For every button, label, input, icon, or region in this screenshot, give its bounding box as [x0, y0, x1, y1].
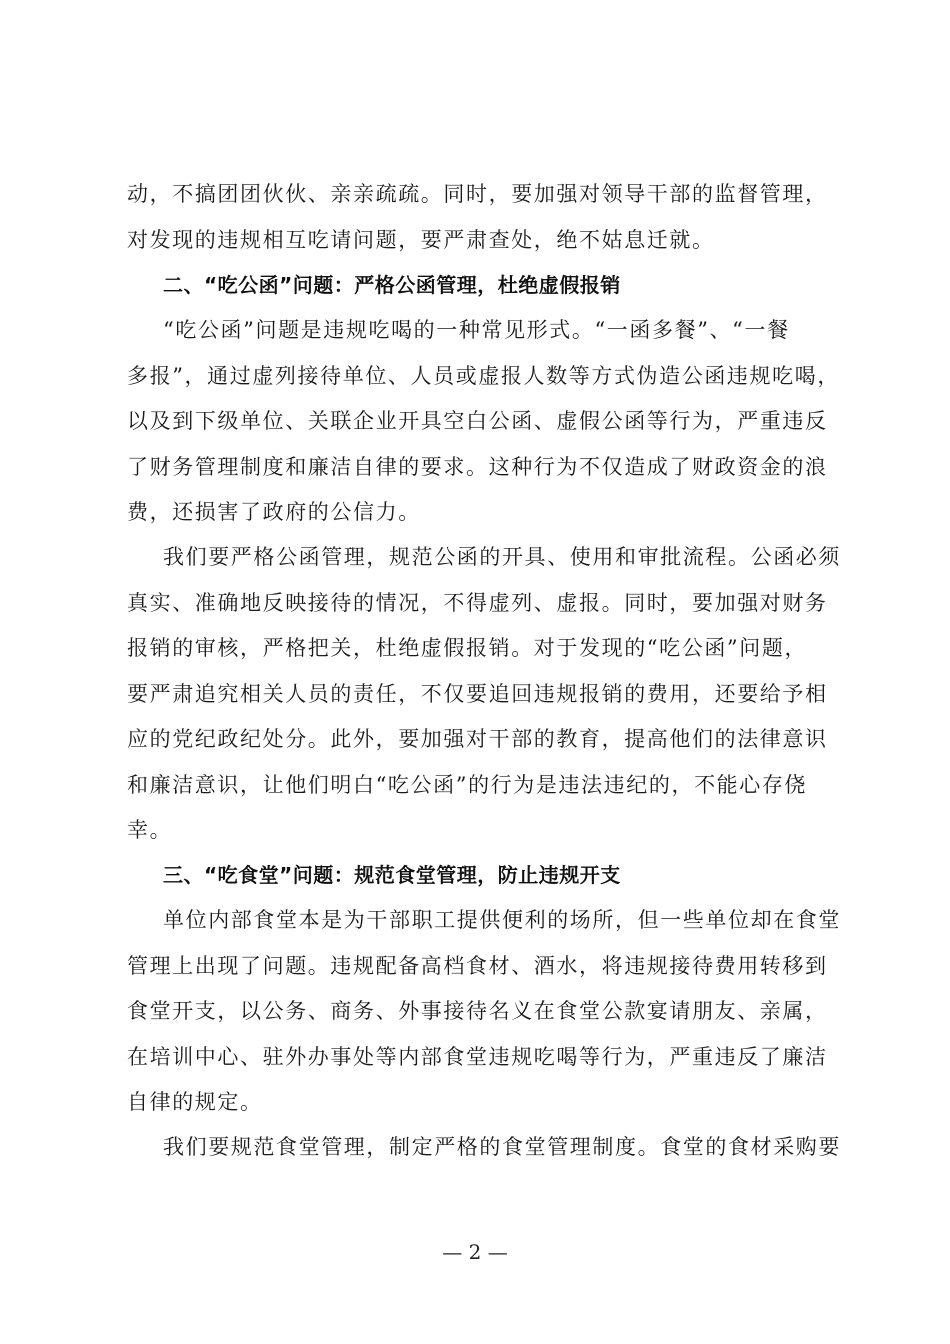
body-text-line: 和廉洁意识，让他们明白“吃公函”的行为是违法违纪的，不能心存侥 [127, 773, 808, 797]
section-heading-3: 三、“吃食堂”问题：规范食堂管理，防止违规开支 [163, 863, 621, 887]
body-text-line: 应的党纪政纪处分。此外，要加强对干部的教育，提高他们的法律意识 [127, 727, 828, 751]
body-text-line: 真实、准确地反映接待的情况，不得虚列、虚报。同时，要加强对财务 [127, 591, 828, 615]
body-text-line: 在培训中心、驻外办事处等内部食堂违规吃喝等行为，严重违反了廉洁 [127, 1045, 828, 1069]
body-text-line: 食堂开支，以公务、商务、外事接待名义在食堂公款宴请朋友、亲属， [127, 999, 828, 1023]
body-text-line: 多报”，通过虚列接待单位、人员或虚报人数等方式伪造公函违规吃喝， [127, 364, 840, 388]
body-text-line: 了财务管理制度和廉洁自律的要求。这种行为不仅造成了财政资金的浪 [127, 455, 828, 479]
body-text-line: 动，不搞团团伙伙、亲亲疏疏。同时，要加强对领导干部的监督管理， [127, 182, 828, 206]
body-text-line: 费，还损害了政府的公信力。 [127, 500, 421, 524]
body-text-line: 对发现的违规相互吃请问题，要严肃查处，绝不姑息迁就。 [127, 228, 715, 252]
body-text-line: 以及到下级单位、关联企业开具空白公函、虚假公函等行为，严重违反 [127, 409, 828, 433]
body-text-line: 要严肃追究相关人员的责任，不仅要追回违规报销的费用，还要给予相 [127, 682, 828, 706]
body-text-line: 我们要规范食堂管理，制定严格的食堂管理制度。食堂的食材采购要 [163, 1135, 841, 1159]
body-text-line: 幸。 [127, 818, 173, 842]
body-text-line: “吃公函”问题是违规吃喝的一种常见形式。“一函多餐”、“一餐 [163, 318, 790, 342]
body-text-line: 管理上出现了问题。违规配备高档食材、酒水，将违规接待费用转移到 [127, 954, 828, 978]
section-heading-2: 二、“吃公函”问题：严格公函管理，杜绝虚假报销 [163, 273, 621, 297]
body-text-line: 我们要严格公函管理，规范公函的开具、使用和审批流程。公函必须 [163, 545, 841, 569]
body-text-line: 自律的规定。 [127, 1090, 263, 1114]
body-text-line: 报销的审核，严格把关，杜绝虚假报销。对于发现的“吃公函”问题， [127, 636, 808, 660]
body-text-line: 单位内部食堂本是为干部职工提供便利的场所，但一些单位却在食堂 [163, 908, 841, 932]
page-number: — 2 — [442, 1240, 508, 1264]
